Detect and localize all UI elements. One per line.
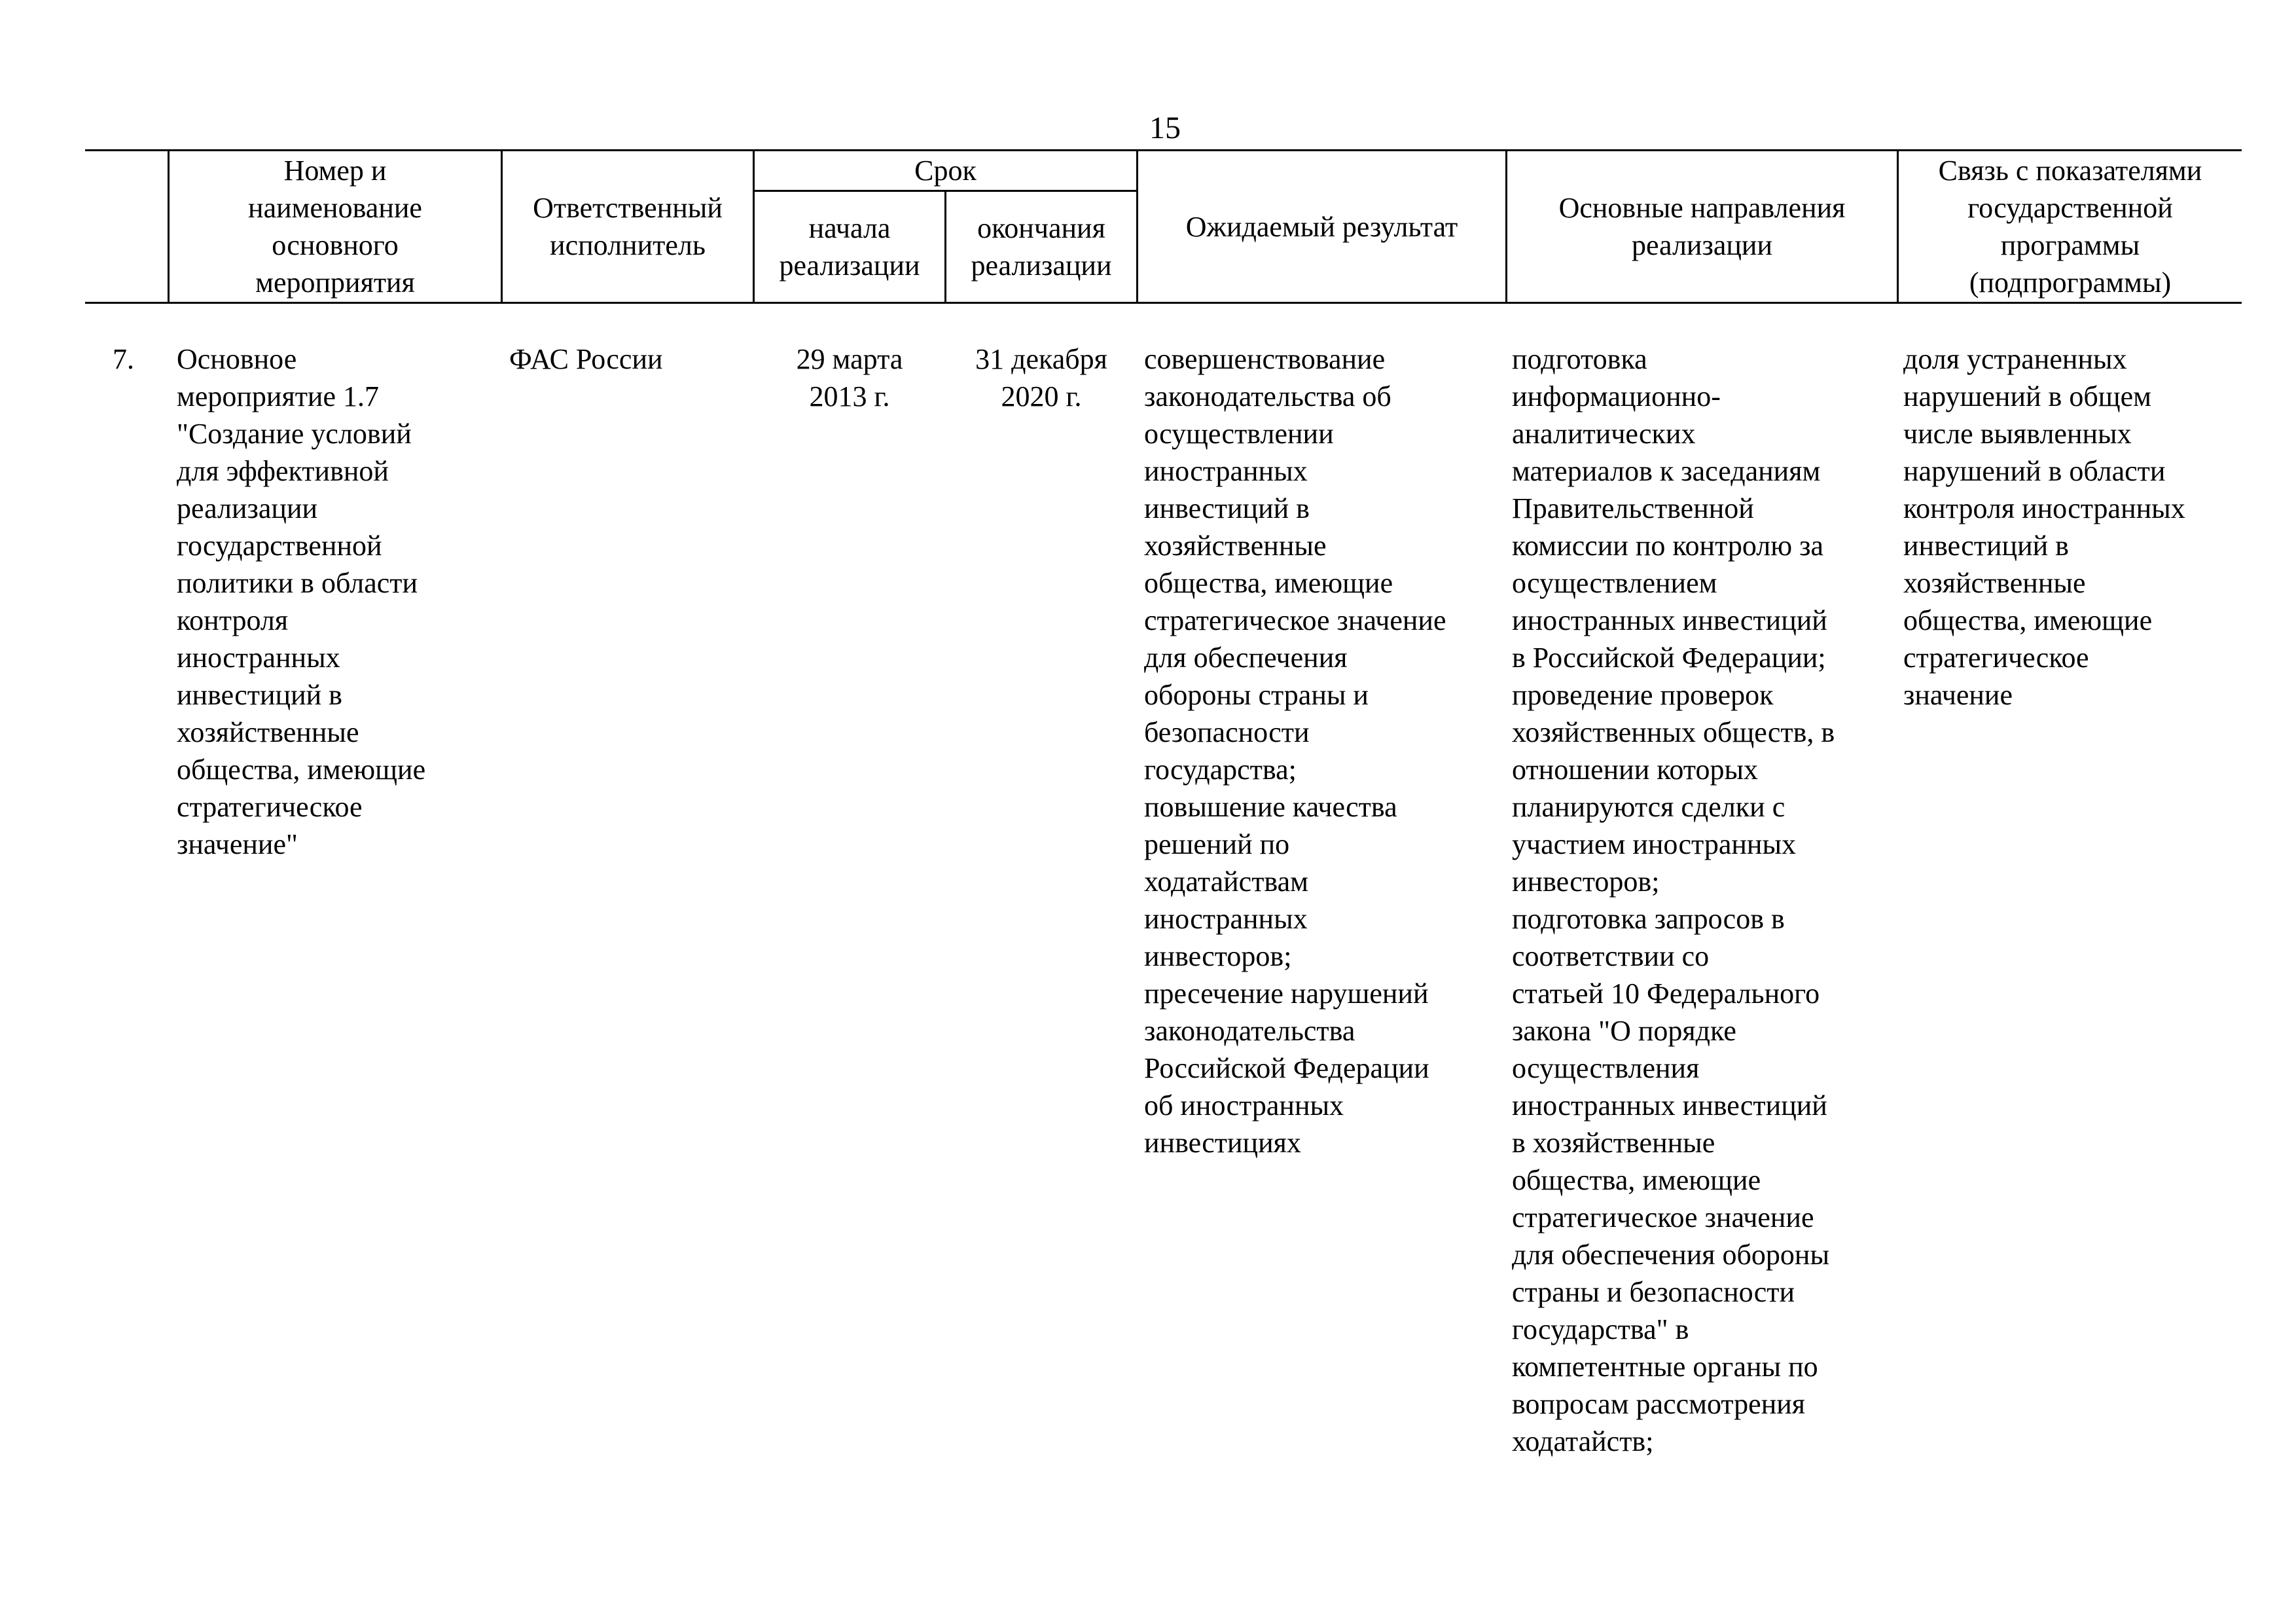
header-link [1899, 151, 2242, 302]
row-end-date: 31 декабря 2020 г. [975, 343, 1107, 412]
row-indicator-link: доля устраненных нарушений в общем числе выявленных нарушений в области контроля иностранных инвестиций в хозяйственные общества, имеющие стратегическое значение [1903, 343, 2185, 711]
header-directions [1507, 151, 1897, 302]
header-start [755, 192, 944, 302]
header-term-text: Срок [914, 155, 977, 187]
header-name [170, 151, 501, 302]
header-bottom-rule [85, 302, 2242, 304]
header-start-text: начала реализации [779, 212, 920, 282]
header-executor [503, 151, 753, 302]
header-directions-text: Основные направления реализации [1558, 192, 1846, 261]
header-term [755, 151, 1136, 190]
header-link-text: Связь с показателями государственной программы (подпрограммы) [1938, 155, 2202, 299]
header-end [946, 192, 1136, 302]
row-start-date: 29 марта 2013 г. [796, 343, 903, 412]
header-executor-text: Ответственный исполнитель [533, 192, 723, 261]
row-executor: ФАС России [509, 343, 663, 375]
header-result [1138, 151, 1505, 302]
header-end-text: окончания реализации [971, 212, 1112, 282]
page-number: 15 [1149, 111, 1181, 145]
row-number: 7. [113, 343, 134, 375]
row-directions: подготовка информационно- аналитических материалов к заседаниям Правительственной комиссии по контролю за осуществлением иностранных инвестиций в Российской Федерации; проведение проверок хозяйственных обществ, в отношении которых планируются сделки с участием иностранных инвесторов; подготовка запросов в соответствии со статьей 10 Федерального закона "О порядке осуществления иностранных инвестиций в хозяйственные общества, имеющие стратегическое значение для обеспечения обороны страны и безопасности государства" в компетентные органы по вопросам рассмотрения ходатайств; [1512, 343, 1835, 1457]
header-name-text: Номер и наименование основного мероприятия [248, 155, 422, 299]
row-name: Основное мероприятие 1.7 "Создание условий для эффективной реализации государственной политики в области контроля иностранных инвестиций в хозяйственные общества, имеющие стратегическое значение" [177, 343, 426, 860]
row-expected-result: совершенствование законодательства об осуществлении иностранных инвестиций в хозяйственные общества, имеющие стратегическое значение для обеспечения обороны страны и безопасности государства; повышение качества решений по ходатайствам иностранных инвесторов; пресечение нарушений законодательства Российской Федерации об иностранных инвестициях [1144, 343, 1446, 1159]
header-result-text: Ожидаемый результат [1185, 210, 1458, 243]
